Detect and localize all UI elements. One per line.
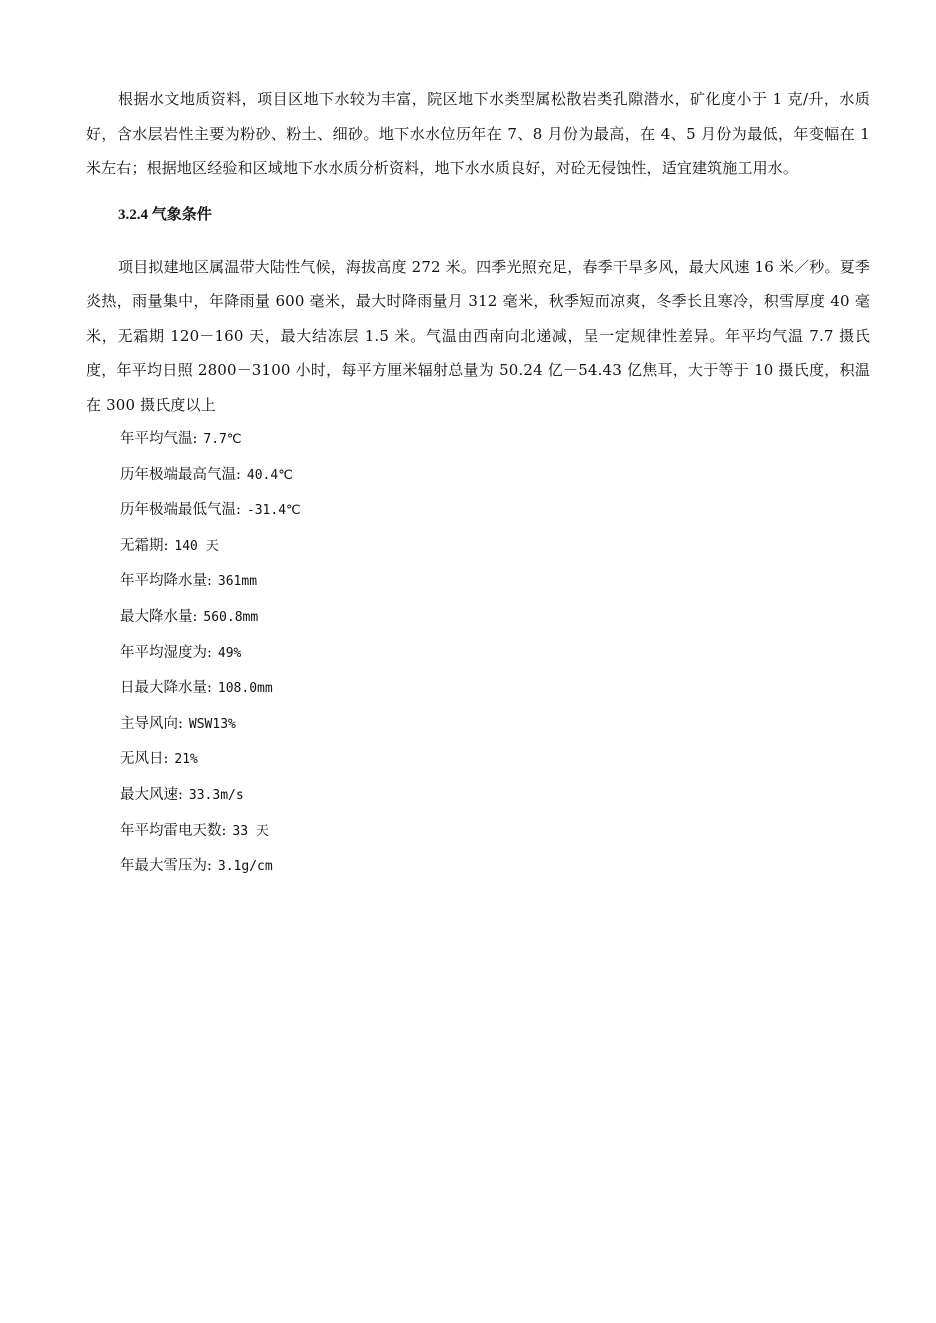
climate-stat-label: 年平均雷电天数: [120,822,227,839]
climate-stat-item [120,493,870,529]
hydrogeology-paragraph: 根据水文地质资料，项目区地下水较为丰富，院区地下水类型属松散岩类孔隙潜水，矿化度小于 1 克/升，水质好，含水层岩性主要为粉砂、粉土、细砂。地下水水位历年在 7、8 月份为最高，在 4、5 月份为最低，年变幅在 1 米左右；根据地区经验和区域地下水水质分析资料，地下水水质良好，对砼无侵蚀性，适宜建筑施工用水。 [86,90,870,177]
climate-stat-value: 40.4℃ [246,467,293,483]
climate-stat-value: 21% [174,752,198,768]
climate-stat-label: 年最大雪压为: [120,858,212,875]
climate-stat-value: 361mm [217,574,258,590]
climate-stat-value: WSW13% [188,716,236,732]
climate-stat-label: 年平均气温: [120,431,198,447]
climate-stat-item [120,742,870,778]
section-heading: 3.2.4 气象条件 [118,206,212,223]
climate-stat-label: 年平均降水量: [120,573,212,590]
climate-stat-item [120,600,870,636]
climate-stat-value: 33 天 [232,823,269,839]
climate-stat-item [120,778,870,814]
climate-stat-value: 49% [217,645,242,661]
climate-stat-item [120,849,870,885]
climate-stat-item [120,458,870,494]
climate-stat-label: 历年极端最高气温: [120,466,241,483]
climate-stat-item [120,814,870,850]
climate-stat-value: 108.0mm [217,681,273,697]
climate-stat-value: 33.3m/s [188,787,244,803]
climate-stat-label: 最大降水量: [120,608,198,625]
climate-stat-item [120,564,870,600]
climate-stat-label: 日最大降水量: [120,680,212,697]
climate-stat-item [120,422,870,458]
climate-stat-item [120,529,870,565]
climate-stat-value: 3.1g/cm [217,859,273,875]
climate-stat-value: 560.8mm [203,609,259,625]
climate-stat-item [120,707,870,743]
climate-stat-value: 7.7℃ [203,432,242,447]
climate-stat-label: 年平均湿度为: [120,644,212,661]
climate-stat-label: 无霜期: [120,537,169,554]
climate-stat-value: -31.4℃ [246,503,301,519]
climate-stat-item [120,636,870,672]
climate-stat-label: 主导风向: [120,715,183,732]
climate-stat-item [120,671,870,707]
climate-stat-label: 无风日: [120,751,169,768]
climate-stat-label: 最大风速: [120,786,183,803]
climate-stat-value: 140 天 [174,538,219,554]
climate-stat-label: 历年极端最低气温: [120,502,241,519]
climate-paragraph: 项目拟建地区属温带大陆性气候，海拔高度 272 米。四季光照充足，春季干旱多风，最大风速 16 米／秒。夏季炎热，雨量集中，年降雨量 600 毫米，最大时降雨量月 312 毫米，秋季短而凉爽，冬季长且寒冷，积雪厚度 40 毫米，无霜期 120－160 天，最大结冻层 1.5 米。气温由西南向北递减，呈一定规律性差异。年平均气温 7.7 摄氏度，年平均日照 2800－3100 小时，每平方厘米辐射总量为 50.24 亿－54.43 亿焦耳，大于等于 10 摄氏度，积温在 300 摄氏度以上 [86,257,870,414]
climate-stats-list [120,422,870,885]
document-content [86,82,870,885]
